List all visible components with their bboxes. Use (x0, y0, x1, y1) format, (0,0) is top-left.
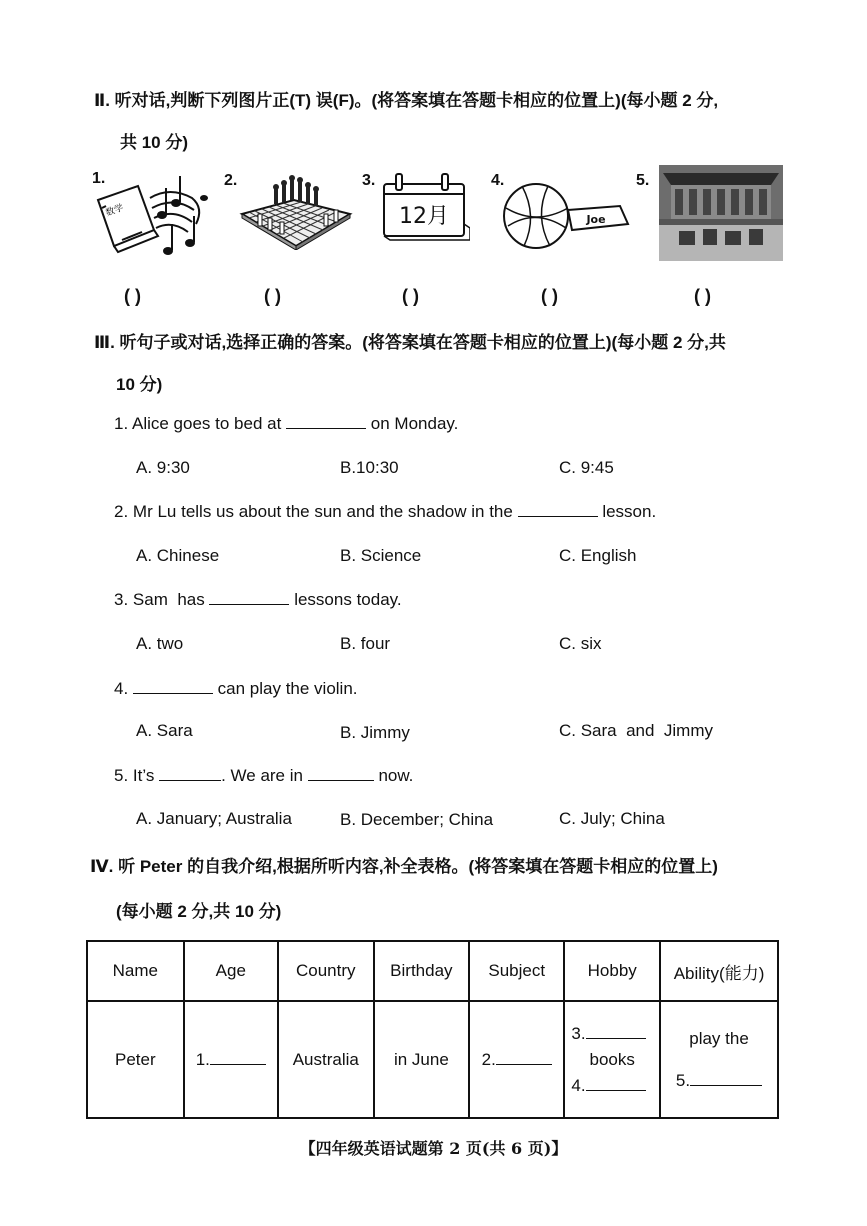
header-ability: Ability(能力) (660, 941, 778, 1001)
header-birthday: Birthday (374, 941, 470, 1001)
music-book-notes-icon (92, 168, 214, 263)
header-country: Country (278, 941, 374, 1001)
name-tag-text: Joe (586, 213, 606, 226)
picture-5-number: 5. (636, 172, 650, 189)
q1-option-b: B.10:30 (340, 458, 399, 477)
q3-option-c: C. six (559, 634, 602, 653)
cell-age: 1. (184, 1001, 278, 1118)
building-photo-icon (659, 165, 783, 266)
blank-line (133, 693, 213, 694)
q5-option-b: B. December; China (340, 810, 494, 829)
picture-2-number: 2. (224, 172, 238, 189)
picture-1-number: 1. (92, 170, 106, 187)
question-2: 2. Mr Lu tells us about the sun and the shadow in the lesson. (114, 502, 657, 521)
answer-slot-4: ( ) (541, 286, 558, 306)
question-4: 4. can play the violin. (114, 679, 358, 698)
blank-line (159, 780, 221, 781)
cell-subject: 2. (469, 1001, 564, 1118)
q3-option-b: B. four (340, 634, 391, 653)
picture-4-number: 4. (491, 172, 505, 189)
q5-option-c: C. July; China (559, 809, 665, 828)
blank-line (210, 1064, 266, 1065)
section-2-heading: Ⅱ. 听对话,判断下列图片正(T) 误(F)。(将答案填在答题卡相应的位置上)(每小题 2 分, (94, 91, 719, 110)
answer-slot-2: ( ) (264, 286, 281, 306)
calendar-date-text: 12月 (399, 204, 449, 229)
blank-line (496, 1064, 552, 1065)
answer-slot-3: ( ) (402, 286, 419, 306)
table-header-row (87, 941, 778, 1001)
section-2-heading-cont: 共 10 分) (120, 133, 189, 152)
header-hobby: Hobby (564, 941, 660, 1001)
page-footer: 【四年级英语试题第 2 页(共 6 页)】 (299, 1139, 568, 1158)
header-name: Name (87, 941, 184, 1001)
q2-option-c: C. English (559, 546, 637, 565)
blank-line (209, 604, 289, 605)
q5-option-a: A. January; Australia (136, 809, 292, 828)
header-subject: Subject (469, 941, 564, 1001)
q3-option-a: A. two (136, 634, 184, 653)
table-row (87, 1001, 778, 1118)
question-1: 1. Alice goes to bed at on Monday. (114, 414, 459, 433)
q4-option-b: B. Jimmy (340, 723, 410, 742)
blank-line (690, 1085, 762, 1086)
q1-option-c: C. 9:45 (559, 458, 614, 477)
q1-option-a: A. 9:30 (136, 458, 190, 477)
blank-line (286, 428, 366, 429)
section-3-heading-cont: 10 分) (116, 375, 163, 394)
info-table (86, 940, 779, 1119)
q4-option-c: C. Sara and Jimmy (559, 721, 713, 740)
cell-country: Australia (278, 1001, 374, 1118)
picture-3-number: 3. (362, 172, 376, 189)
cell-hobby: 3. books 4. (564, 1001, 660, 1118)
header-age: Age (184, 941, 278, 1001)
cell-birthday: in June (374, 1001, 470, 1118)
basketball-nametag-icon (502, 178, 632, 257)
blank-line (308, 780, 374, 781)
q2-option-b: B. Science (340, 546, 422, 565)
blank-line (518, 516, 598, 517)
calendar-icon (380, 172, 470, 247)
answer-slot-5: ( ) (694, 286, 711, 306)
blank-line (586, 1038, 646, 1039)
section-4-heading-cont: (每小题 2 分,共 10 分) (116, 902, 282, 921)
cell-name: Peter (87, 1001, 184, 1118)
blank-line (586, 1090, 646, 1091)
book-cover-label: 数学 (104, 203, 126, 219)
q2-option-a: A. Chinese (136, 546, 220, 565)
question-3: 3. Sam has lessons today. (114, 590, 402, 609)
chessboard-icon (238, 170, 354, 255)
question-5: 5. It’s . We are in now. (114, 766, 414, 785)
answer-slot-1: ( ) (124, 286, 141, 306)
section-4-heading: Ⅳ. 听 Peter 的自我介绍,根据所听内容,补全表格。(将答案填在答题卡相应的位置上) (90, 857, 718, 876)
q4-option-a: A. Sara (136, 721, 193, 740)
cell-ability: play the 5. (660, 1001, 778, 1118)
section-3-heading: Ⅲ. 听句子或对话,选择正确的答案。(将答案填在答题卡相应的位置上)(每小题 2 分,共 (94, 333, 726, 352)
